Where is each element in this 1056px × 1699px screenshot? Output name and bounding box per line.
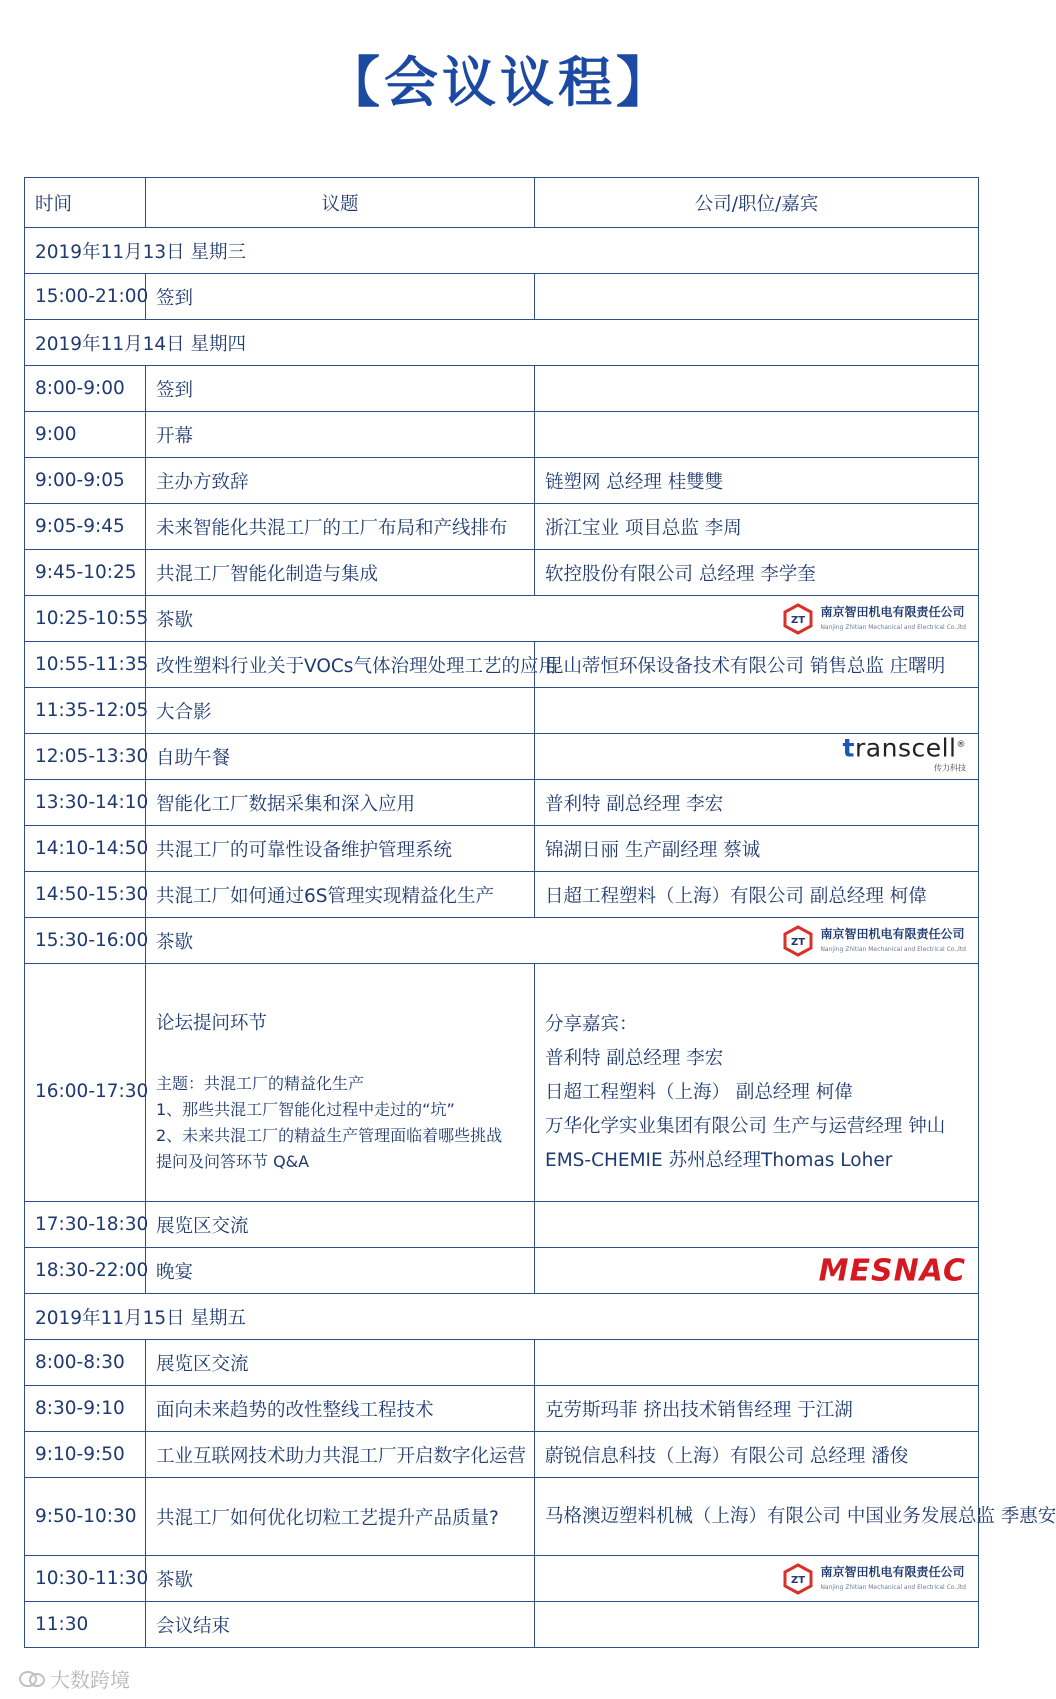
row-speaker: 日超工程塑料（上海）有限公司 副总经理 柯偉 — [535, 872, 979, 918]
row-speaker — [535, 366, 979, 412]
guest-item: 万华化学实业集团有限公司 生产与运营经理 钟山 — [545, 1115, 946, 1137]
zhitian-mark: ZT — [791, 936, 806, 948]
table-row — [25, 642, 979, 688]
row-time: 9:00 — [25, 412, 146, 458]
row-speaker: 蔚锐信息科技（上海）有限公司 总经理 潘俊 — [535, 1432, 979, 1478]
row-time: 18:30-22:00 — [25, 1248, 146, 1294]
table-row — [25, 1202, 979, 1248]
row-speaker-logo — [535, 1556, 979, 1602]
forum-theme: 主题：共混工厂的精益化生产 — [156, 1073, 365, 1093]
zhitian-logo — [782, 603, 966, 635]
table-row — [25, 412, 979, 458]
row-speaker: 克劳斯玛菲 挤出技术销售经理 于江湖 — [535, 1386, 979, 1432]
table-row — [25, 366, 979, 412]
table-row — [25, 1556, 979, 1602]
forum-question-2: 2、未来共混工厂的精益生产管理面临着哪些挑战 — [156, 1125, 503, 1145]
zhitian-name-cn: 南京智田机电有限责任公司 — [820, 926, 965, 941]
zhitian-hexagon-icon — [782, 925, 814, 957]
agenda-table — [24, 177, 1056, 1648]
row-speaker: 普利特 副总经理 李宏 — [535, 780, 979, 826]
date-row-1 — [25, 228, 979, 274]
row-topic: 茶歇 — [146, 1556, 535, 1602]
row-topic: 会议结束 — [146, 1602, 535, 1648]
row-time: 8:30-9:10 — [25, 1386, 146, 1432]
row-topic: 面向未来趋势的改性整线工程技术 — [146, 1386, 535, 1432]
guest-title: 分享嘉宾： — [545, 1013, 638, 1035]
table-row — [25, 688, 979, 734]
row-time: 9:00-9:05 — [25, 458, 146, 504]
zhitian-name-en: Nanjing Zhitian Mechanical and Electrical Co.,ltd — [820, 623, 966, 631]
date-row-2 — [25, 320, 979, 366]
row-topic: 共混工厂如何优化切粒工艺提升产品质量? — [146, 1478, 535, 1556]
row-time: 15:30-16:00 — [25, 918, 146, 964]
row-topic: 展览区交流 — [146, 1340, 535, 1386]
row-topic: 工业互联网技术助力共混工厂开启数字化运营 — [146, 1432, 535, 1478]
page-title: 【会议议程】 — [326, 50, 674, 114]
row-time: 10:30-11:30 — [25, 1556, 146, 1602]
row-time: 13:30-14:10 — [25, 780, 146, 826]
zhitian-hexagon-icon — [782, 603, 814, 635]
row-time: 14:10-14:50 — [25, 826, 146, 872]
guest-item: EMS-CHEMIE 苏州总经理Thomas Loher — [545, 1149, 893, 1171]
row-speaker — [535, 688, 979, 734]
row-speaker: 马格澳迈塑料机械（上海）有限公司 中国业务发展总监 季惠安 — [535, 1478, 979, 1556]
row-speaker-logo — [535, 734, 979, 780]
header-topic: 议题 — [146, 178, 535, 228]
watermark-bubble-icon — [18, 1669, 46, 1689]
row-topic: 签到 — [146, 366, 535, 412]
table-row — [25, 1340, 979, 1386]
zhitian-mark: ZT — [791, 614, 806, 626]
row-topic: 论坛提问环节 — [156, 1012, 268, 1034]
row-time: 11:30 — [25, 1602, 146, 1648]
row-speaker — [535, 1602, 979, 1648]
row-speaker — [535, 274, 979, 320]
table-header-row — [25, 178, 979, 228]
table-row — [25, 826, 979, 872]
row-speaker: 链塑网 总经理 桂雙雙 — [535, 458, 979, 504]
row-topic: 晚宴 — [146, 1248, 535, 1294]
row-speaker — [535, 1202, 979, 1248]
mesnac-logo: MESNAC — [818, 1253, 966, 1288]
row-topic-with-logo — [146, 596, 979, 642]
zhitian-name-en: Nanjing Zhitian Mechanical and Electrical Co.,ltd — [820, 945, 966, 953]
forum-qa: 提问及问答环节 Q&A — [156, 1151, 310, 1171]
table-row — [25, 918, 979, 964]
zhitian-name-cn: 南京智田机电有限责任公司 — [820, 1564, 965, 1579]
row-topic: 展览区交流 — [146, 1202, 535, 1248]
watermark-text: 大数跨境 — [50, 1668, 130, 1692]
table-row — [25, 780, 979, 826]
row-speaker-logo — [535, 1248, 979, 1294]
header-speaker: 公司/职位/嘉宾 — [535, 178, 979, 228]
forum-guests-cell — [535, 964, 979, 1202]
zhitian-mark: ZT — [791, 1574, 806, 1586]
transcell-logo — [842, 733, 966, 775]
row-topic: 茶歇 — [156, 931, 194, 953]
row-topic: 未来智能化共混工厂的工厂布局和产线排布 — [146, 504, 535, 550]
table-row — [25, 1248, 979, 1294]
table-row — [25, 1432, 979, 1478]
row-time: 11:35-12:05 — [25, 688, 146, 734]
zhitian-name-cn: 南京智田机电有限责任公司 — [820, 604, 965, 619]
row-topic: 智能化工厂数据采集和深入应用 — [146, 780, 535, 826]
row-topic: 改性塑料行业关于VOCs气体治理处理工艺的应用 — [146, 642, 535, 688]
table-row — [25, 1478, 979, 1556]
transcell-reg: ® — [956, 739, 966, 750]
row-time: 9:10-9:50 — [25, 1432, 146, 1478]
row-time: 17:30-18:30 — [25, 1202, 146, 1248]
date-label: 2019年11月13日 星期三 — [25, 228, 979, 274]
row-time: 15:00-21:00 — [25, 274, 146, 320]
row-topic: 共混工厂智能化制造与集成 — [146, 550, 535, 596]
table-row — [25, 458, 979, 504]
row-time: 12:05-13:30 — [25, 734, 146, 780]
guest-item: 普利特 副总经理 李宏 — [545, 1047, 724, 1069]
guest-item: 日超工程塑料（上海） 副总经理 柯偉 — [545, 1081, 853, 1103]
table-row — [25, 1602, 979, 1648]
table-row — [25, 596, 979, 642]
row-time: 16:00-17:30 — [25, 964, 146, 1202]
row-topic: 主办方致辞 — [146, 458, 535, 504]
row-speaker — [535, 412, 979, 458]
forum-guests — [545, 1008, 968, 1178]
zhitian-logo — [782, 1563, 966, 1595]
zhitian-logo — [782, 925, 966, 957]
row-topic: 开幕 — [146, 412, 535, 458]
row-speaker: 浙江宝业 项目总监 李周 — [535, 504, 979, 550]
row-topic-with-logo — [146, 918, 979, 964]
date-label: 2019年11月14日 星期四 — [25, 320, 979, 366]
row-time: 9:45-10:25 — [25, 550, 146, 596]
zhitian-name-en: Nanjing Zhitian Mechanical and Electrical Co.,ltd — [820, 1583, 966, 1591]
table-row — [25, 872, 979, 918]
date-row-3 — [25, 1294, 979, 1340]
forum-question-1: 1、那些共混工厂智能化过程中走过的“坑” — [156, 1099, 455, 1119]
row-time: 9:05-9:45 — [25, 504, 146, 550]
zhitian-hexagon-icon — [782, 1563, 814, 1595]
table-row — [25, 550, 979, 596]
row-time: 9:50-10:30 — [25, 1478, 146, 1556]
row-speaker: 软控股份有限公司 总经理 李学奎 — [535, 550, 979, 596]
row-time: 8:00-9:00 — [25, 366, 146, 412]
transcell-t: t — [842, 733, 855, 763]
row-time: 8:00-8:30 — [25, 1340, 146, 1386]
row-topic: 自助午餐 — [146, 734, 535, 780]
row-time: 10:25-10:55 — [25, 596, 146, 642]
row-topic: 签到 — [146, 274, 535, 320]
row-time: 10:55-11:35 — [25, 642, 146, 688]
transcell-name-cn: 传力科技 — [934, 763, 966, 773]
table-row — [25, 1386, 979, 1432]
header-time: 时间 — [25, 178, 146, 228]
forum-details — [156, 1071, 524, 1175]
row-speaker: 昆山蒂恒环保设备技术有限公司 销售总监 庄曙明 — [535, 642, 979, 688]
table-row — [25, 274, 979, 320]
row-speaker: 锦湖日丽 生产副经理 蔡诚 — [535, 826, 979, 872]
watermark — [18, 1664, 130, 1693]
row-speaker — [535, 1340, 979, 1386]
date-label: 2019年11月15日 星期五 — [25, 1294, 979, 1340]
row-time: 14:50-15:30 — [25, 872, 146, 918]
table-row — [25, 734, 979, 780]
forum-topic-cell — [146, 964, 535, 1202]
forum-row — [25, 964, 979, 1202]
row-topic: 大合影 — [146, 688, 535, 734]
transcell-rest: ranscell — [855, 733, 957, 763]
row-topic: 共混工厂如何通过6S管理实现精益化生产 — [146, 872, 535, 918]
row-topic: 茶歇 — [156, 609, 194, 631]
table-row — [25, 504, 979, 550]
row-topic: 共混工厂的可靠性设备维护管理系统 — [146, 826, 535, 872]
